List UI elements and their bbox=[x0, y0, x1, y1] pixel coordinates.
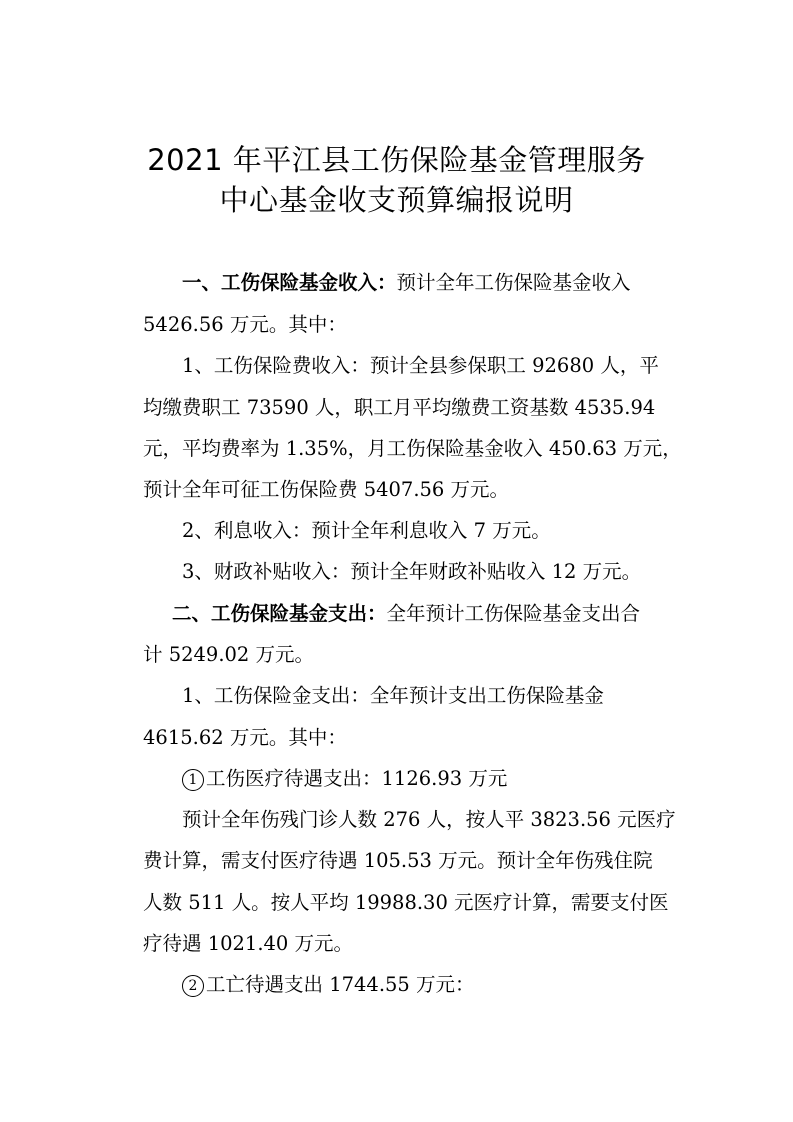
circled-number-2: 2 bbox=[182, 975, 204, 997]
circled-number-1: 1 bbox=[182, 769, 204, 791]
title-line-1: 2021 年平江县工伤保险基金管理服务 bbox=[147, 143, 646, 177]
expense-sub-2-label: 工亡待遇支出 1744.55 万元： bbox=[206, 973, 475, 996]
section2-heading: 二、工伤保险基金支出： bbox=[172, 602, 387, 625]
expense-sub-2 bbox=[182, 972, 475, 998]
expense-item-1: 1、工伤保险金支出：全年预计支出工伤保险基金 bbox=[182, 684, 604, 707]
section2-text-cont: 计 5249.02 万元。 bbox=[143, 643, 315, 666]
section1-text-cont: 5426.56 万元。其中： bbox=[143, 313, 347, 336]
medical-paragraph-cont: 人数 511 人。按人平均 19988.30 元医疗计算，需要支付医 bbox=[143, 891, 669, 914]
section2-text: 全年预计工伤保险基金支出合 bbox=[386, 602, 641, 625]
section1-text: 预计全年工伤保险基金收入 bbox=[396, 271, 631, 294]
medical-paragraph-cont: 疗待遇 1021.40 万元。 bbox=[143, 932, 354, 955]
income-item-3: 3、财政补贴收入：预计全年财政补贴收入 12 万元。 bbox=[182, 560, 642, 583]
expense-sub-1 bbox=[182, 766, 507, 792]
income-item-1-cont: 元，平均费率为 1.35%，月工伤保险基金收入 450.63 万元， bbox=[143, 437, 682, 460]
income-item-1-cont: 预计全年可征工伤保险费 5407.56 万元。 bbox=[143, 478, 510, 501]
expense-item-1-cont: 4615.62 万元。其中： bbox=[143, 726, 347, 749]
income-item-1: 1、工伤保险费收入：预计全县参保职工 92680 人，平 bbox=[182, 354, 659, 377]
income-item-2: 2、利息收入：预计全年利息收入 7 万元。 bbox=[182, 519, 551, 542]
medical-paragraph: 预计全年伤残门诊人数 276 人，按人平 3823.56 元医疗 bbox=[182, 808, 676, 831]
income-item-1-cont: 均缴费职工 73590 人，职工月平均缴费工资基数 4535.94 bbox=[143, 396, 656, 419]
section1-heading-line bbox=[182, 270, 631, 296]
section1-heading: 一、工伤保险基金收入： bbox=[182, 271, 397, 294]
title-line-2: 中心基金收支预算编报说明 bbox=[219, 183, 574, 217]
medical-paragraph-cont: 费计算，需支付医疗待遇 105.53 万元。预计全年伤残住院 bbox=[143, 849, 653, 872]
section2-heading-line bbox=[172, 601, 640, 627]
expense-sub-1-label: 工伤医疗待遇支出：1126.93 万元 bbox=[206, 767, 508, 790]
